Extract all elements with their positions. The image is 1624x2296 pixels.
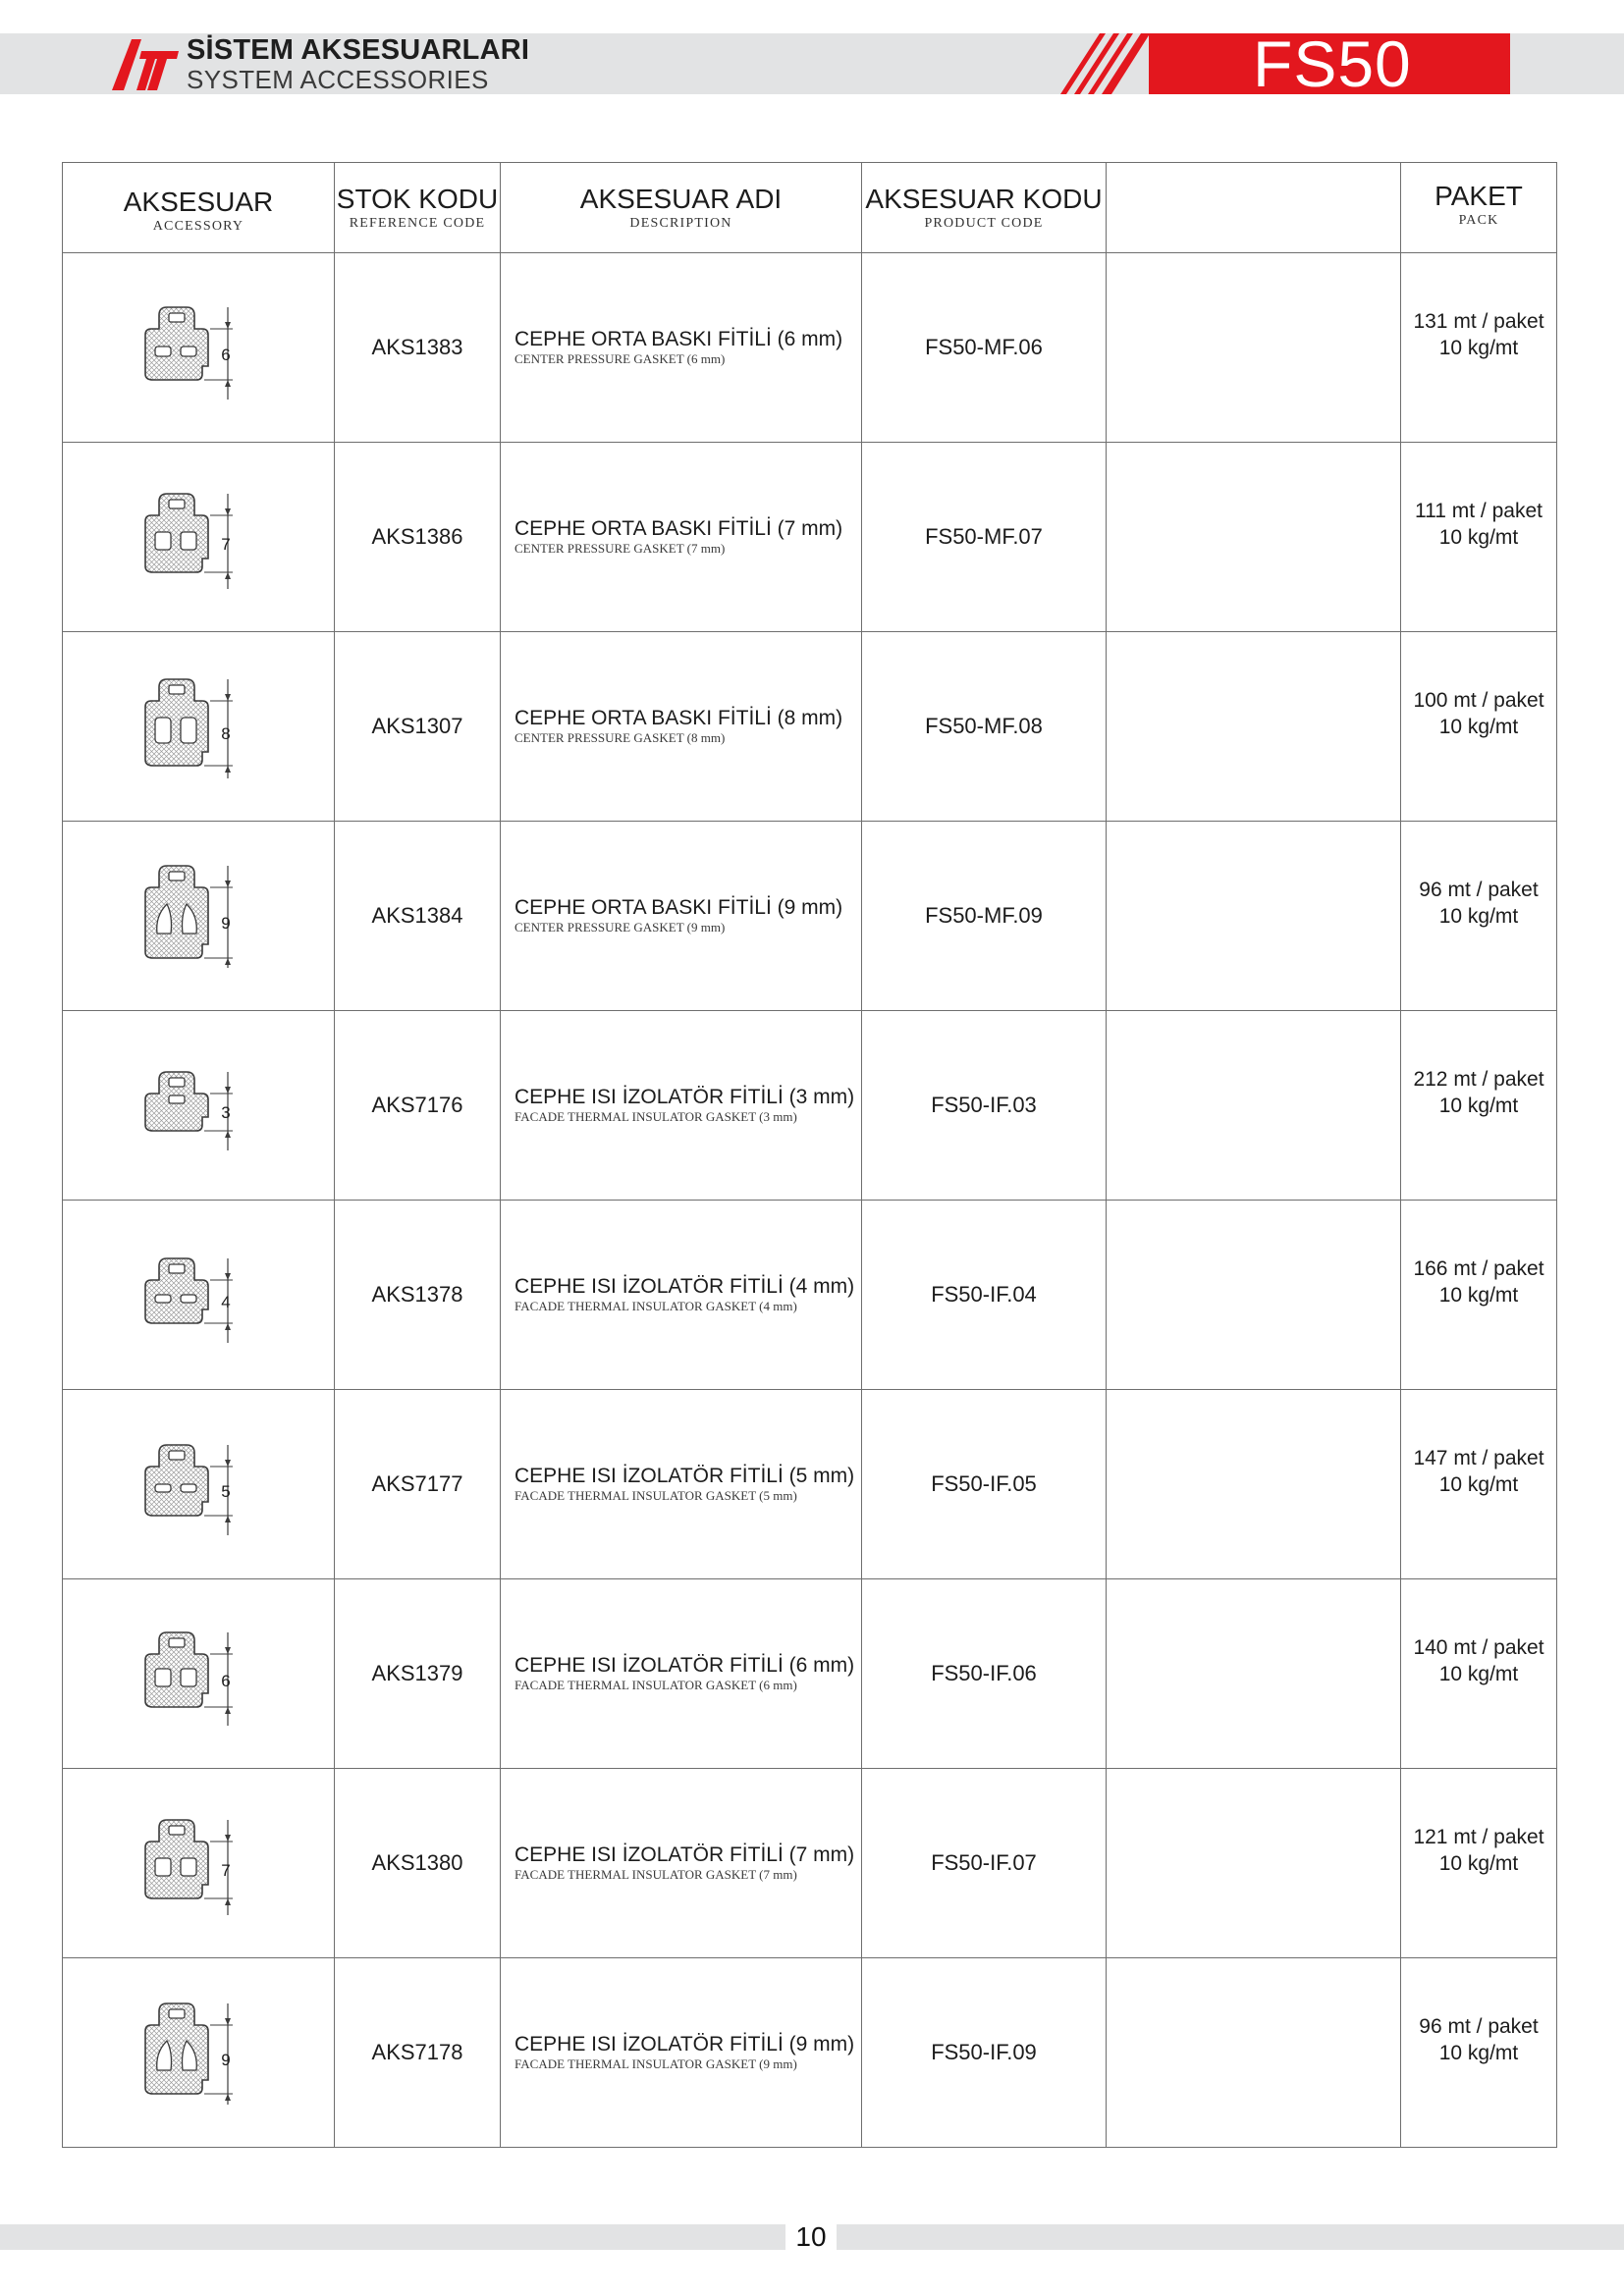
description-tr: CEPHE ISI İZOLATÖR FİTİLİ (5 mm) xyxy=(514,1465,855,1487)
gasket-profile-icon xyxy=(130,913,267,972)
accessory-drawing-cell xyxy=(63,1011,335,1201)
description-en: FACADE THERMAL INSULATOR GASKET (4 mm) xyxy=(514,1299,797,1313)
column-title: AKSESUAR xyxy=(123,186,274,217)
pack-cell xyxy=(1401,632,1557,822)
empty-cell xyxy=(1107,253,1401,443)
pack-cell xyxy=(1401,443,1557,632)
dimension-label: 3 xyxy=(221,1102,231,1122)
pack-quantity: 121 mt / paket xyxy=(1413,1826,1544,1848)
header-stripes xyxy=(1060,33,1149,94)
reference-code: AKS1378 xyxy=(335,1201,501,1390)
product-code: FS50-IF.06 xyxy=(862,1579,1107,1769)
description-en: FACADE THERMAL INSULATOR GASKET (5 mm) xyxy=(514,1488,797,1503)
brand-block xyxy=(187,35,529,93)
table-row xyxy=(63,1011,1557,1201)
pack-quantity: 212 mt / paket xyxy=(1413,1068,1544,1091)
table-row xyxy=(63,1958,1557,2148)
column-subtitle: DESCRIPTION xyxy=(629,215,732,231)
dimension-label: 7 xyxy=(221,1860,231,1880)
column-subtitle: ACCESSORY xyxy=(152,218,244,234)
empty-cell xyxy=(1107,1390,1401,1579)
description-cell xyxy=(501,1769,862,1958)
gasket-profile-icon xyxy=(130,1671,267,1730)
gasket-profile-icon xyxy=(130,534,267,593)
gasket-profile-icon xyxy=(130,2050,267,2109)
description-en: CENTER PRESSURE GASKET (9 mm) xyxy=(514,920,726,934)
pack-weight: 10 kg/mt xyxy=(1438,337,1519,359)
column-header-description xyxy=(501,163,862,253)
description-cell xyxy=(501,822,862,1011)
description-tr: CEPHE ORTA BASKI FİTİLİ (8 mm) xyxy=(514,707,843,729)
description-tr: CEPHE ISI İZOLATÖR FİTİLİ (3 mm) xyxy=(514,1086,855,1108)
accessory-drawing-cell xyxy=(63,253,335,443)
accessory-drawing-cell xyxy=(63,1201,335,1390)
description-tr: CEPHE ORTA BASKI FİTİLİ (7 mm) xyxy=(514,517,843,540)
column-title: AKSESUAR KODU xyxy=(865,183,1103,214)
brand-subtitle: SYSTEM ACCESSORIES xyxy=(187,65,489,94)
model-name: FS50 xyxy=(1253,27,1412,100)
pack-weight: 10 kg/mt xyxy=(1438,2042,1519,2064)
empty-cell xyxy=(1107,1958,1401,2148)
dimension-label: 8 xyxy=(221,723,231,743)
reference-code: AKS7178 xyxy=(335,1958,501,2148)
reference-code: AKS1383 xyxy=(335,253,501,443)
product-code: FS50-MF.07 xyxy=(862,443,1107,632)
table-header-row xyxy=(63,163,1557,253)
accessory-drawing-cell xyxy=(63,1579,335,1769)
product-code: FS50-MF.06 xyxy=(862,253,1107,443)
description-en: FACADE THERMAL INSULATOR GASKET (6 mm) xyxy=(514,1678,797,1692)
pack-quantity: 96 mt / paket xyxy=(1419,879,1539,901)
column-header-product-code xyxy=(862,163,1107,253)
dimension-label: 6 xyxy=(221,345,231,364)
accessory-drawing-cell xyxy=(63,1769,335,1958)
pack-weight: 10 kg/mt xyxy=(1438,1473,1519,1496)
description-cell xyxy=(501,1390,862,1579)
table-row xyxy=(63,443,1557,632)
empty-cell xyxy=(1107,1011,1401,1201)
pack-quantity: 111 mt / paket xyxy=(1415,500,1543,522)
page-number: 10 xyxy=(785,2221,837,2253)
pack-weight: 10 kg/mt xyxy=(1438,1284,1519,1307)
description-tr: CEPHE ORTA BASKI FİTİLİ (9 mm) xyxy=(514,896,843,919)
description-cell xyxy=(501,632,862,822)
description-en: FACADE THERMAL INSULATOR GASKET (3 mm) xyxy=(514,1109,797,1124)
description-en: CENTER PRESSURE GASKET (7 mm) xyxy=(514,541,726,556)
description-cell xyxy=(501,1011,862,1201)
gasket-profile-icon xyxy=(130,345,267,403)
reference-code: AKS1384 xyxy=(335,822,501,1011)
dimension-label: 9 xyxy=(221,2050,231,2069)
dimension-label: 5 xyxy=(221,1481,231,1501)
column-subtitle: PRODUCT CODE xyxy=(924,215,1044,231)
pack-weight: 10 kg/mt xyxy=(1438,526,1519,549)
column-header-accessory xyxy=(63,163,335,253)
accessory-drawing-cell xyxy=(63,1390,335,1579)
empty-cell xyxy=(1107,632,1401,822)
pack-quantity: 96 mt / paket xyxy=(1419,2015,1539,2038)
column-title: PAKET xyxy=(1435,180,1523,211)
pack-cell xyxy=(1401,253,1557,443)
table-row xyxy=(63,1390,1557,1579)
pack-cell xyxy=(1401,1201,1557,1390)
pack-cell xyxy=(1401,1579,1557,1769)
description-tr: CEPHE ISI İZOLATÖR FİTİLİ (6 mm) xyxy=(514,1654,855,1677)
accessories-table xyxy=(62,162,1557,2148)
product-code: FS50-IF.07 xyxy=(862,1769,1107,1958)
description-tr: CEPHE ISI İZOLATÖR FİTİLİ (4 mm) xyxy=(514,1275,855,1298)
model-badge xyxy=(1149,27,1510,100)
column-subtitle: REFERENCE CODE xyxy=(349,215,486,231)
description-en: CENTER PRESSURE GASKET (6 mm) xyxy=(514,351,726,366)
pack-cell xyxy=(1401,822,1557,1011)
dimension-label: 9 xyxy=(221,913,231,933)
table-row xyxy=(63,1579,1557,1769)
description-cell xyxy=(501,253,862,443)
description-en: FACADE THERMAL INSULATOR GASKET (9 mm) xyxy=(514,2056,797,2071)
empty-cell xyxy=(1107,1769,1401,1958)
dimension-label: 7 xyxy=(221,534,231,554)
product-code: FS50-IF.05 xyxy=(862,1390,1107,1579)
pack-cell xyxy=(1401,1011,1557,1201)
table-row xyxy=(63,1201,1557,1390)
reference-code: AKS7177 xyxy=(335,1390,501,1579)
gasket-profile-icon xyxy=(130,1102,267,1161)
column-header-empty xyxy=(1107,163,1401,253)
accessory-drawing-cell xyxy=(63,443,335,632)
column-title: STOK KODU xyxy=(336,183,499,214)
product-code: FS50-IF.03 xyxy=(862,1011,1107,1201)
description-cell xyxy=(501,1958,862,2148)
product-code: FS50-MF.08 xyxy=(862,632,1107,822)
pack-cell xyxy=(1401,1958,1557,2148)
gasket-profile-icon xyxy=(130,723,267,782)
description-en: FACADE THERMAL INSULATOR GASKET (7 mm) xyxy=(514,1867,797,1882)
description-en: CENTER PRESSURE GASKET (8 mm) xyxy=(514,730,726,745)
product-code: FS50-IF.09 xyxy=(862,1958,1107,2148)
accessory-drawing-cell xyxy=(63,632,335,822)
empty-cell xyxy=(1107,443,1401,632)
pack-quantity: 140 mt / paket xyxy=(1413,1636,1544,1659)
description-tr: CEPHE ISI İZOLATÖR FİTİLİ (9 mm) xyxy=(514,2033,855,2056)
description-cell xyxy=(501,1201,862,1390)
table-row xyxy=(63,1769,1557,1958)
product-code: FS50-MF.09 xyxy=(862,822,1107,1011)
pack-weight: 10 kg/mt xyxy=(1438,905,1519,928)
pack-cell xyxy=(1401,1769,1557,1958)
pack-weight: 10 kg/mt xyxy=(1438,716,1519,738)
column-header-pack xyxy=(1401,163,1557,253)
reference-code: AKS1380 xyxy=(335,1769,501,1958)
description-cell xyxy=(501,1579,862,1769)
description-tr: CEPHE ORTA BASKI FİTİLİ (6 mm) xyxy=(514,328,843,350)
description-cell xyxy=(501,443,862,632)
pack-weight: 10 kg/mt xyxy=(1438,1095,1519,1117)
pack-quantity: 166 mt / paket xyxy=(1413,1257,1544,1280)
gasket-profile-icon xyxy=(130,1292,267,1351)
pack-weight: 10 kg/mt xyxy=(1438,1852,1519,1875)
gasket-profile-icon xyxy=(130,1860,267,1919)
column-header-reference xyxy=(335,163,501,253)
pack-cell xyxy=(1401,1390,1557,1579)
dimension-label: 6 xyxy=(221,1671,231,1690)
table-row xyxy=(63,253,1557,443)
description-tr: CEPHE ISI İZOLATÖR FİTİLİ (7 mm) xyxy=(514,1843,855,1866)
brand-title: SİSTEM AKSESUARLARI xyxy=(187,34,530,66)
pack-quantity: 100 mt / paket xyxy=(1413,689,1544,712)
pack-quantity: 147 mt / paket xyxy=(1413,1447,1544,1469)
table-row xyxy=(63,822,1557,1011)
accessory-drawing-cell xyxy=(63,1958,335,2148)
pack-weight: 10 kg/mt xyxy=(1438,1663,1519,1685)
empty-cell xyxy=(1107,822,1401,1011)
reference-code: AKS7176 xyxy=(335,1011,501,1201)
accessory-drawing-cell xyxy=(63,822,335,1011)
company-logo xyxy=(110,37,181,92)
product-code: FS50-IF.04 xyxy=(862,1201,1107,1390)
reference-code: AKS1386 xyxy=(335,443,501,632)
reference-code: AKS1307 xyxy=(335,632,501,822)
empty-cell xyxy=(1107,1579,1401,1769)
pack-quantity: 131 mt / paket xyxy=(1413,310,1544,333)
column-title: AKSESUAR ADI xyxy=(579,183,783,214)
empty-cell xyxy=(1107,1201,1401,1390)
reference-code: AKS1379 xyxy=(335,1579,501,1769)
column-subtitle: PACK xyxy=(1458,212,1499,228)
dimension-label: 4 xyxy=(221,1292,231,1311)
gasket-profile-icon xyxy=(130,1481,267,1540)
table-row xyxy=(63,632,1557,822)
